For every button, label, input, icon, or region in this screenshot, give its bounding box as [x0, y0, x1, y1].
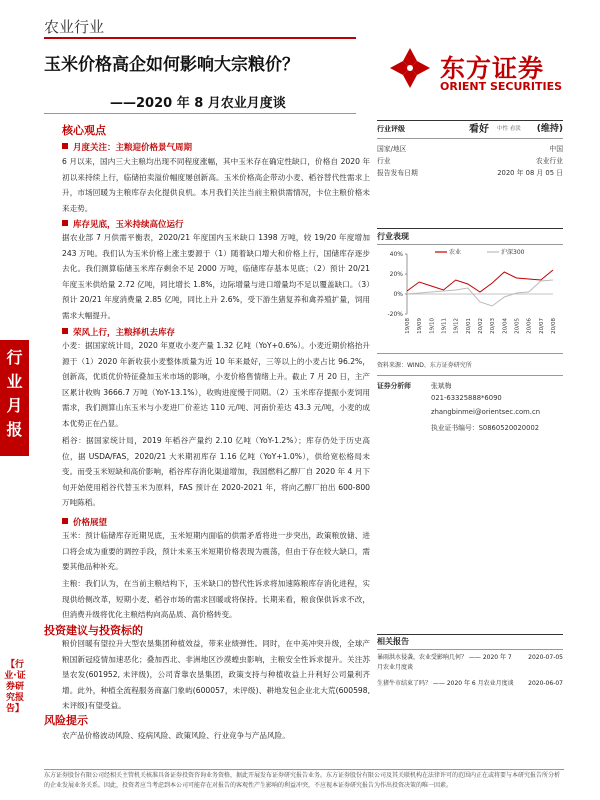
bullet-square-icon [62, 220, 68, 226]
y-tick-label: -20% [387, 311, 403, 318]
legend-label: 沪深300 [501, 249, 525, 256]
x-tick-label: 19/11 [441, 318, 448, 334]
legend-label: 农业 [449, 249, 462, 256]
related-item-title[interactable]: 暴雨洪水侵袭，农业受影响几何？ —— 2020 年 7 月农业月度谈 [377, 654, 512, 671]
section-title: 月度关注：主粮迎价格景气周期 [62, 141, 192, 153]
core-view-heading: 核心观点 [62, 124, 106, 137]
x-tick-label: 20/06 [526, 318, 533, 334]
info-row: 国家/地区 中国 [377, 145, 563, 153]
rating-status: (维持) [536, 124, 563, 134]
disclaimer-footer: 东方证券股份有限公司经相关主管机关核准具备证券投资咨询业务资格，据此开展发布证券研究报告业务。东方证券股份有限公司及其关联机构在法律许可的范围内正在或将要与本研究报告所分析的企业发展业务关系。因此，投资者应当考虑到本公司可能存在对报告的客观性产生影响的利益冲突，不应视本证券研究报告为作出投资决策的唯一因素。 [44, 769, 564, 791]
section-title: 价格展望 [62, 516, 107, 528]
x-tick-label: 19/09 [417, 318, 424, 334]
orient-logo-icon [388, 46, 432, 90]
related-item-date: 2020-07-05 [528, 654, 563, 661]
report-title: 玉米价格高企如何影响大宗粮价？ [44, 55, 299, 75]
y-tick-label: 20% [389, 271, 403, 278]
x-tick-label: 19/10 [429, 318, 436, 334]
x-tick-label: 20/05 [514, 318, 521, 334]
report-subtitle: ——2020 年 8 月农业月度谈 [110, 96, 286, 111]
analyst-email[interactable]: zhangbinmei@orientsec.com.cn [431, 408, 540, 416]
x-tick-label: 20/07 [538, 318, 545, 334]
sector-label: 农业行业 [44, 18, 105, 36]
source-divider [377, 353, 563, 354]
y-tick-label: 0% [393, 291, 403, 298]
section-paragraph: 稻谷：据国家统计局，2019 年稻谷产量约 2.10 亿吨（YoY-1.2%）；库存仍处于历史高位，据 USDA/FAS，2020/21 大米期初库存 1.16 亿吨（YoY+1.0%），供给宽松格局未变。而受玉米短缺和高价影响，稻谷库存消化渠道增加，我国燃料乙醇厂自 2020 年 4 月下旬开始使用稻谷代替玉米为原料，FAS 预计在 2020-2021 年，将向乙醇厂拍出 600-800 万吨陈稻。 [62, 436, 370, 508]
section-paragraph: 据农业部 7 月供需平衡表，2020/21 年度国内玉米缺口 1398 万吨，较 19/20 年度增加 243 万吨。我们认为玉米价格上涨主要源于（1）随着缺口增大和价格上行，国储库存逐步去化。我们测算临储玉米库存剩余不足 2000 万吨，临储库存基本见底；（2）预计 20/21 年度玉米供给量 2.72 亿吨，同比增长 1.8%，边际增量与进口增量均不足以覆盖缺口。（3）预计 20/21 年度消费量 2.85 亿吨，同比上升 2.6%，受下游生猪复养和禽养殖扩量，饲用需求大幅提升。 [62, 233, 370, 320]
x-tick-label: 20/08 [551, 318, 557, 334]
investment-heading: 投资建议与投资标的 [44, 624, 143, 637]
related-heading: 相关报告 [377, 634, 563, 650]
section-paragraph: 玉米：预计临储库存近期见底，玉米短期内面临的供需矛盾将进一步突出，政策粮放储、进口将会成为重要的调控手段，预计未来玉米短期价格表现为震荡，但由于存在较大缺口，需要其他品种补充。 [62, 531, 370, 572]
series-line-agri [407, 270, 553, 292]
section-title: 荣风上行，主粮择机去库存 [62, 326, 175, 338]
analyst-phone: 021-63325888*6090 [431, 394, 502, 402]
brand-name-en: ORIENT SECURITIES [440, 80, 563, 93]
rating-value: 看好 [469, 124, 489, 135]
report-type-tab [0, 340, 29, 456]
series-line-csi300 [407, 280, 553, 306]
analyst-block [377, 375, 563, 432]
tab-char: 行 [6, 348, 23, 367]
section-paragraph: 小麦：据国家统计局，2020 年夏收小麦产量 1.32 亿吨（YoY+0.6%）。小麦近期价格抬升源于（1）2020 年新收获小麦整体质量为近 10 年来最好，三等以上的小麦占比 96.2%，创新高，优质优价特征叠加玉米市场的影响，小麦价格售情绪上升。截止 7 月 20 日，主产区累计收购 3666.7 万吨（YoY-13.1%），收购进度慢于同期。（2）玉米库存提振小麦饲用需求，我们测算山东玉米与小麦进厂价差达 110 元/吨、河南价差达 43.3 元/吨，小麦的成本优势正在凸显。 [62, 341, 370, 428]
analyst-label: 证券分析师 [377, 382, 411, 390]
title-divider [44, 113, 356, 114]
tab-char: 月 [6, 396, 23, 415]
report-category-note: 【行业·证券研究报告】 [4, 660, 26, 714]
section-paragraph: 主粮：我们认为，在当前主粮结构下，玉米缺口的替代性诉求将加速陈粮库存消化进程，实现供给侧改革，短期小麦、稻谷市场的需求回暖或将保持。长期来看，粮食保供诉求不改，但消费升级将优化主粮结构向高品质、高价格转变。 [62, 579, 370, 620]
y-tick-label: 40% [389, 251, 403, 258]
x-tick-label: 20/01 [465, 318, 472, 334]
rating-options: 中性 看淡 [497, 126, 521, 132]
x-tick-label: 20/02 [478, 318, 484, 334]
x-tick-label: 20/03 [490, 318, 497, 334]
related-item-title[interactable]: 生猪牛市结束了吗？ —— 2020 年 6 月农业月度谈 [377, 680, 514, 687]
x-tick-label: 19/12 [453, 318, 460, 334]
bullet-square-icon [62, 328, 68, 334]
brand-name-cn: 东方证券 [440, 54, 545, 83]
info-row: 行业 农业行业 [377, 157, 563, 165]
rating-label: 行业评级 [377, 125, 405, 133]
x-tick-label: 19/08 [405, 318, 411, 334]
rating-box [377, 120, 563, 179]
section-paragraph: 6 月以来，国内三大主粮均出现不同程度涨幅，其中玉米存在确定性缺口，价格自 2020 年初以来持续上行，临储拍卖溢价幅度屡创新高。玉米价格高企带动小麦、稻谷替代性需求上升，市场回暖为主粮库存去化提供良机。本月我们关注当前主粮供需情况，卡位主粮价格未来走势。 [62, 157, 370, 213]
bullet-square-icon [62, 143, 68, 149]
risk-paragraph: 农产品价格波动风险、疫病风险、政策风险、行业竞争与产品风险。 [62, 728, 370, 744]
tab-char: 报 [6, 420, 23, 439]
analyst-cert: 执业证书编号：S0860520020002 [431, 424, 540, 432]
related-item-date: 2020-06-07 [528, 680, 563, 687]
investment-paragraph: 粮价回暖有望拉升大型农垦集团种植效益，带来业绩弹性。同时，在中美冲突升级，全球产粮国新冠疫情加速恶化；叠加西北、非洲地区沙漠蝗虫影响，主粮安全性诉求提升。关注苏垦农发(601952, 未评级)，公司背靠农垦集团，政策支持与种植收益上升利好公司量利齐增。此外，种植全流程服务商嘉门象屿(600057，未评级)、耕地发包企业北大荒(600598, 未评级)有望受益。 [62, 636, 370, 714]
related-reports [377, 634, 563, 701]
chart-title: 行业表现 [377, 228, 563, 245]
x-tick-label: 20/04 [502, 318, 509, 334]
section-title: 库存见底，玉米持续高位运行 [62, 218, 184, 230]
related-item[interactable] [377, 679, 563, 701]
rating-row [377, 120, 563, 139]
analyst-name: 张斌梅 [431, 382, 452, 390]
chart-source: 资料来源：WIND、东方证券研究所 [377, 362, 472, 369]
risk-heading: 风险提示 [44, 714, 88, 727]
bullet-square-icon [62, 518, 68, 524]
header-divider [44, 37, 356, 39]
tab-char: 业 [6, 372, 23, 391]
related-item[interactable] [377, 653, 563, 675]
industry-performance-chart [377, 246, 563, 352]
info-row: 报告发布日期 2020 年 08 月 05 日 [377, 169, 563, 177]
